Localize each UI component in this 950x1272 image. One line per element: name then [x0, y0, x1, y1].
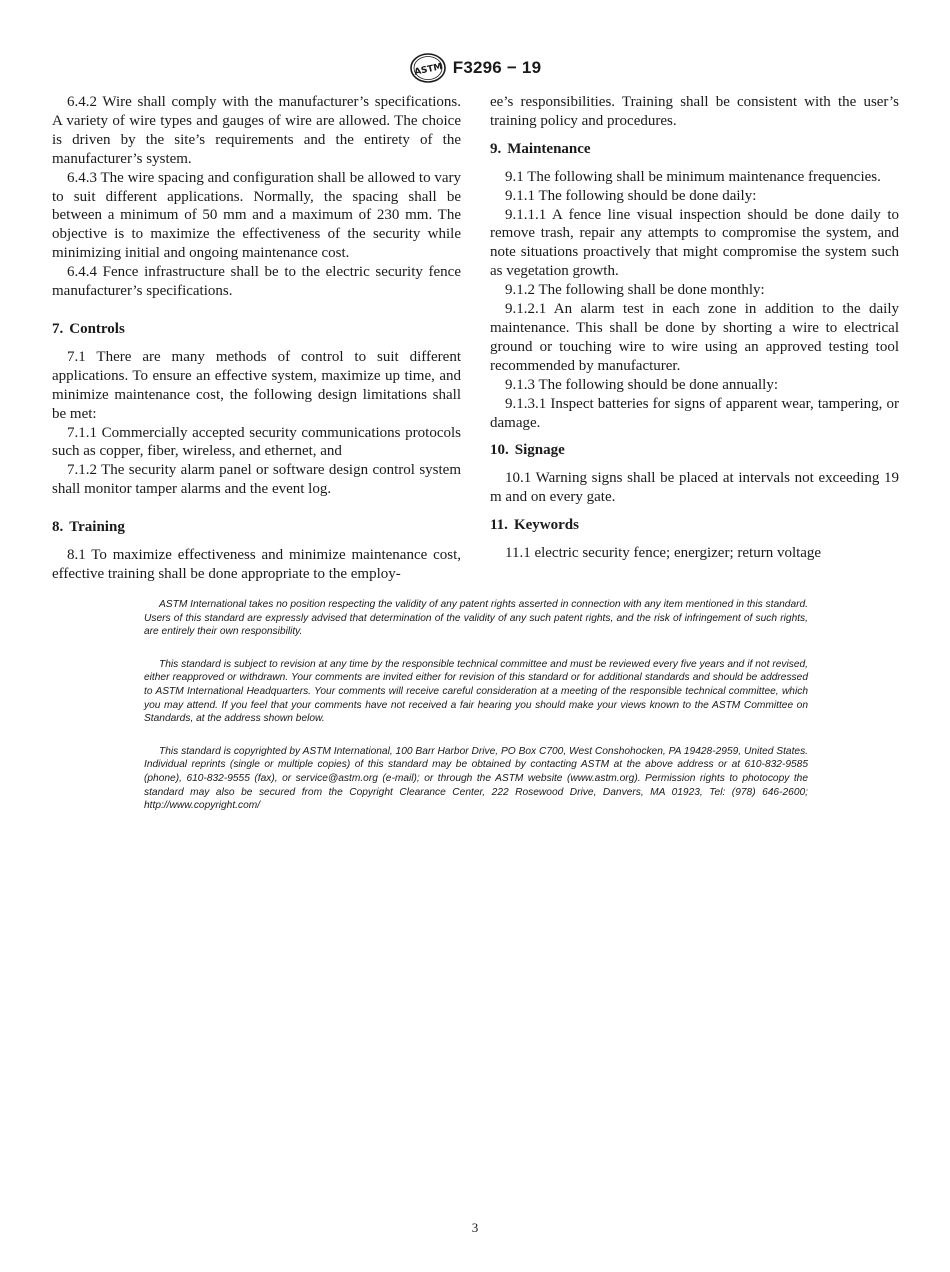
page-number: 3: [471, 1220, 479, 1235]
section-10-title: Signage: [514, 442, 565, 459]
paragraph-11-1: 11.1 electric security fence; energizer; return voltage: [505, 545, 822, 562]
section-9-number: 9.: [490, 140, 502, 157]
paragraph-7-1: 7.1 There are many methods of control to suit different applications. To ensure an effective system, maximize up time, and minimize maintenance cost, the following design limitations shall be met:: [52, 348, 461, 422]
paragraph-9-1: 9.1 The following shall be minimum maintenance frequencies.: [505, 168, 881, 185]
section-8-heading: [52, 518, 461, 537]
section-8-number: 8.: [52, 519, 64, 536]
paragraph-7-1-2: 7.1.2 The security alarm panel or software design control system shall monitor tamper alarms and the event log.: [52, 462, 461, 498]
paragraph-6-4-4: 6.4.4 Fence infrastructure shall be to the electric security fence manufacturer’s specifications.: [52, 264, 461, 300]
section-8-title: Training: [69, 519, 125, 536]
astm-logo-icon: [409, 52, 447, 84]
paragraph-9-1-2-1: 9.1.2.1 An alarm test in each zone in addition to the daily maintenance. This shall be done by shorting a wire to electrical ground or touching wire to wire using an approved testing tool recommended by manufacturer.: [490, 301, 899, 374]
paragraph-9-1-3-1: 9.1.3.1 Inspect batteries for signs of apparent wear, tampering, or damage.: [490, 395, 899, 431]
paragraph-9-1-3: 9.1.3 The following should be done annually:: [505, 376, 779, 393]
page-header: [0, 52, 950, 84]
patent-notice: ASTM International takes no position respecting the validity of any patent rights asserted in connection with any item mentioned in this standard. Users of this standard are expressly advised that determination of the validity of any such patent rights, and the risk of infringement of such rights, are entirely their own responsibility.: [144, 599, 808, 638]
paragraph-9-1-1-1: 9.1.1.1 A fence line visual inspection should be done daily to remove trash, repair any attempts to compromise the system, and note situations proactively that might compromise the system such as vegetation growth.: [490, 206, 899, 280]
section-11-title: Keywords: [513, 517, 579, 534]
paragraph-6-4-3: 6.4.3 The wire spacing and configuration shall be allowed to vary to suit different applications. Normally, the spacing shall be between a minimum of 50 mm and a maximum of 230 mm. The objective is to maximize the effectiveness of the security while minimizing initial and ongoing maintenance cost.: [52, 169, 461, 262]
standard-designation: F3296 − 19: [452, 58, 542, 77]
section-10-heading: [490, 441, 899, 460]
paragraph-9-1-2: 9.1.2 The following shall be done monthly:: [505, 282, 765, 299]
section-11-heading: [490, 516, 899, 535]
right-column: [490, 93, 899, 563]
paragraph-7-1-1: 7.1.1 Commercially accepted security communications protocols such as copper, fiber, wireless, and ethernet, and: [52, 424, 461, 460]
section-9-title: Maintenance: [507, 140, 591, 157]
paragraph-10-1: 10.1 Warning signs shall be placed at intervals not exceeding 19 m and on every gate.: [490, 470, 899, 506]
paragraph-9-1-1: 9.1.1 The following should be done daily:: [505, 187, 757, 204]
section-11-number: 11.: [490, 517, 508, 534]
left-column: [52, 93, 461, 584]
section-7-heading: [52, 320, 461, 339]
legal-notices: [144, 598, 808, 832]
copyright-notice: This standard is copyrighted by ASTM International, 100 Barr Harbor Drive, PO Box C700, West Conshohocken, PA 19428-2959, United States. Individual reprints (single or multiple copies) of this standard may be obtained by contacting ASTM at the above address or at 610-832-9585 (phone), 610-832-9555 (fax), or service@astm.org (e-mail); or through the ASTM website (www.astm.org). Permission rights to photocopy the standard may also be secured from the Copyright Clearance Center, 222 Rosewood Drive, Danvers, MA 01923, Tel: (978) 646-2600; http://www.copyright.com/: [144, 745, 808, 812]
section-7-title: Controls: [69, 320, 125, 337]
revision-notice: This standard is subject to revision at any time by the responsible technical committee and must be reviewed every five years and if not revised, either reapproved or withdrawn. Your comments are invited either for revision of this standard or for additional standards and should be addressed to ASTM International Headquarters. Your comments will receive careful consideration at a meeting of the responsible technical committee, which you may attend. If you feel that your comments have not received a fair hearing you should make your views known to the ASTM Committee on Standards, at the address shown below.: [144, 658, 808, 725]
section-10-number: 10.: [490, 442, 509, 459]
section-9-heading: [490, 140, 899, 159]
section-7-number: 7.: [52, 320, 64, 337]
paragraph-8-1-start: 8.1 To maximize effectiveness and minimize maintenance cost, effective training shall be done appropriate to the employ-: [52, 547, 461, 582]
paragraph-6-4-2: 6.4.2 Wire shall comply with the manufacturer’s specifications. A variety of wire types and gauges of wire are allowed. The choice is driven by the site’s requirements and the entirety of the manufacturer’s system.: [52, 94, 461, 167]
logo-text: ASTM: [413, 62, 444, 78]
paragraph-8-1-continued: ee’s responsibilities. Training shall be consistent with the user’s training policy and procedures.: [490, 94, 899, 129]
